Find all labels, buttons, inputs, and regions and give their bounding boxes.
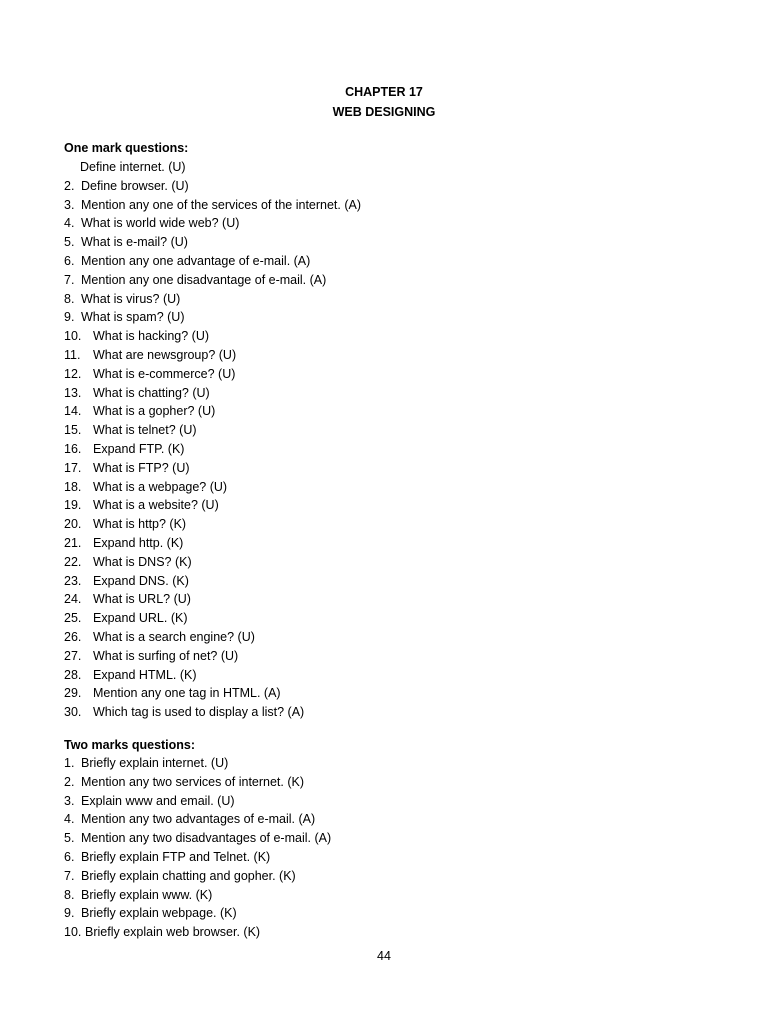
question-text: What is virus? (U) (81, 291, 181, 306)
question-item (64, 867, 331, 886)
question-item (64, 792, 331, 811)
question-text: Mention any one disadvantage of e-mail. (A) (81, 272, 327, 287)
question-text: Mention any two disadvantages of e-mail. (A) (81, 831, 332, 846)
question-text: What is world wide web? (U) (81, 216, 240, 231)
question-item (64, 666, 361, 685)
question-number: 18. (64, 479, 82, 494)
question-text: Briefly explain web browser. (K) (85, 925, 261, 940)
question-number: 2. (64, 774, 75, 789)
question-text: Briefly explain chatting and gopher. (K) (81, 868, 296, 883)
question-text: Mention any two services of internet. (K) (81, 774, 305, 789)
question-item (64, 886, 331, 905)
question-number: 2. (64, 178, 75, 193)
question-item (64, 440, 361, 459)
question-item (64, 904, 331, 923)
question-item (64, 496, 361, 515)
question-number: 22. (64, 554, 82, 569)
question-text: What is FTP? (U) (93, 460, 190, 475)
question-item (64, 572, 361, 591)
question-item (64, 233, 361, 252)
question-text: Mention any one advantage of e-mail. (A) (81, 253, 311, 268)
question-text: Briefly explain FTP and Telnet. (K) (81, 849, 271, 864)
question-text: Mention any one of the services of the internet. (A) (81, 197, 362, 212)
question-text: Expand HTML. (K) (93, 667, 197, 682)
question-text: What is spam? (U) (81, 310, 185, 325)
chapter-number: CHAPTER 17 (345, 85, 423, 99)
question-number: 17. (64, 460, 82, 475)
question-number: 7. (64, 272, 75, 287)
question-text: Define browser. (U) (81, 178, 189, 193)
question-text: Mention any one tag in HTML. (A) (93, 686, 281, 701)
question-text: What is hacking? (U) (93, 329, 210, 344)
question-text: Expand URL. (K) (93, 611, 188, 626)
question-item (64, 177, 361, 196)
question-number: 8. (64, 887, 75, 902)
one-mark-heading: One mark questions: (64, 141, 189, 155)
question-text: What is a website? (U) (93, 498, 219, 513)
question-number: 3. (64, 197, 75, 212)
question-item (64, 590, 361, 609)
question-text: Briefly explain internet. (U) (81, 756, 229, 770)
question-item (64, 271, 361, 290)
question-number: 8. (64, 291, 75, 306)
question-item (64, 773, 331, 792)
question-item (64, 346, 361, 365)
question-item (64, 384, 361, 403)
question-item (64, 196, 361, 215)
question-text: What is a webpage? (U) (93, 479, 228, 494)
question-number: 7. (64, 868, 75, 883)
question-text: Expand DNS. (K) (93, 573, 189, 588)
question-text: Expand FTP. (K) (93, 441, 185, 456)
question-text: What is surfing of net? (U) (93, 648, 239, 663)
question-number: 9. (64, 906, 75, 921)
page-number: 44 (377, 949, 391, 963)
question-number: 16. (64, 441, 82, 456)
question-number: 5. (64, 831, 75, 846)
question-item (64, 478, 361, 497)
question-text: What is DNS? (K) (93, 554, 192, 569)
question-number: 27. (64, 648, 82, 663)
question-text: Define internet. (U) (80, 160, 186, 174)
question-number: 15. (64, 423, 82, 438)
question-number: 1. (64, 756, 75, 770)
question-text: Expand http. (K) (93, 535, 184, 550)
two-marks-question-list (64, 754, 331, 942)
question-item (64, 308, 361, 327)
question-number: 11. (64, 347, 81, 362)
question-item (64, 290, 361, 309)
question-text: What is chatting? (U) (93, 385, 210, 400)
question-text: Briefly explain webpage. (K) (81, 906, 237, 921)
chapter-title: WEB DESIGNING (332, 105, 436, 119)
question-number: 19. (64, 498, 82, 513)
question-text: Mention any two advantages of e-mail. (A) (81, 812, 316, 827)
question-number: 20. (64, 517, 82, 532)
question-number: 4. (64, 812, 75, 827)
question-item (64, 628, 361, 647)
question-item (64, 754, 331, 773)
question-number: 5. (64, 235, 75, 250)
one-mark-question-list (64, 158, 361, 722)
question-text: What is URL? (U) (93, 592, 191, 607)
question-number: 23. (64, 573, 82, 588)
question-item (64, 214, 361, 233)
question-item (64, 553, 361, 572)
question-text: What are newsgroup? (U) (93, 347, 237, 362)
question-text: What is http? (K) (93, 517, 187, 532)
question-item (64, 252, 361, 271)
question-number: 24. (64, 592, 82, 607)
question-text: Briefly explain www. (K) (81, 887, 213, 902)
question-item (64, 402, 361, 421)
question-text: What is e-commerce? (U) (93, 366, 236, 381)
question-number: 28. (64, 667, 82, 682)
question-text: What is telnet? (U) (93, 423, 197, 438)
question-text: What is a gopher? (U) (93, 404, 216, 419)
question-text: Explain www and email. (U) (81, 793, 235, 808)
question-number: 6. (64, 849, 75, 864)
question-item (64, 848, 331, 867)
question-text: What is a search engine? (U) (93, 629, 255, 644)
question-number: 10. (64, 329, 82, 344)
question-number: 4. (64, 216, 75, 231)
question-item (64, 327, 361, 346)
question-item (64, 534, 361, 553)
question-item (64, 829, 331, 848)
question-item (64, 365, 361, 384)
question-item (64, 459, 361, 478)
question-item (64, 647, 361, 666)
two-marks-heading: Two marks questions: (64, 738, 196, 752)
question-number: 30. (64, 705, 82, 720)
question-number: 21. (64, 535, 82, 550)
question-item (64, 684, 361, 703)
question-item (64, 923, 331, 942)
question-number: 25. (64, 611, 82, 626)
question-item (64, 515, 361, 534)
question-item (64, 609, 361, 628)
question-text: Which tag is used to display a list? (A) (93, 705, 305, 720)
question-number: 12. (64, 366, 82, 381)
question-number: 3. (64, 793, 75, 808)
question-text: What is e-mail? (U) (81, 235, 188, 250)
question-item (64, 810, 331, 829)
question-number: 13. (64, 385, 82, 400)
question-number: 10. (64, 925, 82, 940)
question-item (64, 421, 361, 440)
question-item (64, 158, 361, 177)
question-number: 29. (64, 686, 82, 701)
question-item (64, 703, 361, 722)
question-number: 9. (64, 310, 75, 325)
question-number: 26. (64, 629, 82, 644)
question-number: 14. (64, 404, 82, 419)
question-number: 6. (64, 253, 75, 268)
